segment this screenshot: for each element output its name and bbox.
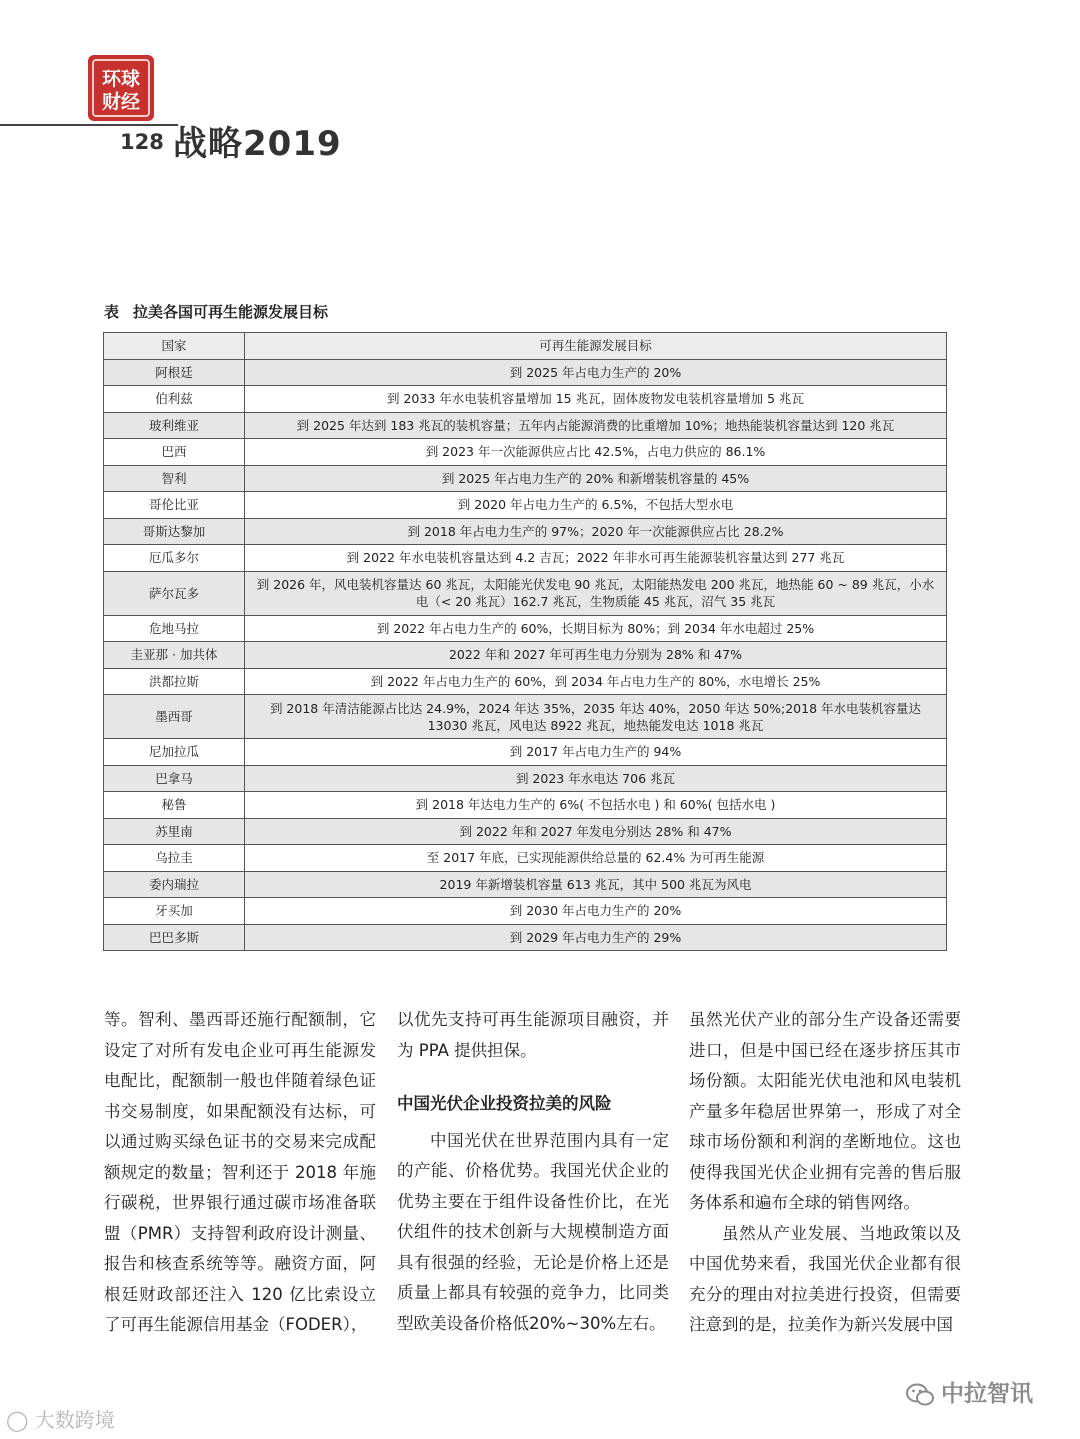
svg-text:环球: 环球 bbox=[101, 68, 141, 90]
country-cell: 圭亚那 · 加共体 bbox=[104, 642, 245, 669]
country-cell: 尼加拉瓜 bbox=[104, 739, 245, 766]
country-cell: 伯利兹 bbox=[104, 386, 245, 413]
page-number: 128 bbox=[120, 130, 164, 154]
table-row bbox=[104, 668, 947, 695]
table-row bbox=[104, 412, 947, 439]
country-cell: 苏里南 bbox=[104, 818, 245, 845]
table-row bbox=[104, 845, 947, 872]
target-cell: 到 2020 年占电力生产的 6.5%，不包括大型水电 bbox=[245, 492, 947, 519]
watermark-left bbox=[6, 1404, 115, 1433]
table-caption-title: 拉美各国可再生能源发展目标 bbox=[133, 303, 329, 321]
country-cell: 委内瑞拉 bbox=[104, 871, 245, 898]
table-caption-label: 表 bbox=[104, 303, 120, 321]
country-cell: 洪都拉斯 bbox=[104, 668, 245, 695]
watermark-left-text: 大数跨境 bbox=[34, 1408, 115, 1432]
paragraph: 中国光伏在世界范围内具有一定的产能、价格优势。我国光伏企业的优势主要在于组件设备性价比，在光伏组件的技术创新与大规模制造方面具有很强的经验，无论是价格上还是质量上都具有较强的竞争力，比同类型欧美设备价格低20%~30%左右。 bbox=[397, 1130, 669, 1333]
target-cell: 到 2029 年占电力生产的 29% bbox=[245, 924, 947, 951]
target-cell: 到 2030 年占电力生产的 20% bbox=[245, 898, 947, 925]
target-cell: 到 2022 年和 2027 年发电分别达 28% 和 47% bbox=[245, 818, 947, 845]
country-cell: 危地马拉 bbox=[104, 615, 245, 642]
target-cell: 到 2022 年占电力生产的 60%，到 2034 年占电力生产的 80%，水电增长 25% bbox=[245, 668, 947, 695]
renewable-targets-table bbox=[103, 332, 947, 951]
watermark-right-text: 中拉智讯 bbox=[941, 1381, 1033, 1407]
country-cell: 玻利维亚 bbox=[104, 412, 245, 439]
country-cell: 哥斯达黎加 bbox=[104, 518, 245, 545]
target-cell: 到 2018 年清洁能源占比达 24.9%，2024 年达 35%，2035 年达 40%，2050 年达 50%;2018 年水电装机容量达 13030 兆瓦，风电达 8922 兆瓦，地热能发电达 1018 兆瓦 bbox=[245, 695, 947, 739]
table-header-row bbox=[104, 333, 947, 360]
target-cell: 到 2023 年一次能源供应占比 42.5%，占电力供应的 86.1% bbox=[245, 439, 947, 466]
table-row bbox=[104, 792, 947, 819]
target-cell: 至 2017 年底，已实现能源供给总量的 62.4% 为可再生能源 bbox=[245, 845, 947, 872]
country-cell: 萨尔瓦多 bbox=[104, 571, 245, 615]
body-column-2 bbox=[397, 1005, 669, 1339]
target-cell: 到 2018 年占电力生产的 97%；2020 年一次能源供应占比 28.2% bbox=[245, 518, 947, 545]
table-row bbox=[104, 739, 947, 766]
country-cell: 阿根廷 bbox=[104, 359, 245, 386]
table-row bbox=[104, 359, 947, 386]
table-row bbox=[104, 818, 947, 845]
country-cell: 乌拉圭 bbox=[104, 845, 245, 872]
target-cell: 到 2018 年达电力生产的 6%( 不包括水电 ) 和 60%( 包括水电 ) bbox=[245, 792, 947, 819]
table-row bbox=[104, 765, 947, 792]
country-cell: 哥伦比亚 bbox=[104, 492, 245, 519]
table-row bbox=[104, 642, 947, 669]
paragraph: 虽然光伏产业的部分生产设备还需要进口，但是中国已经在逐步挤压其市场份额。太阳能光伏电池和风电装机产量多年稳居世界第一，形成了对全球市场份额和利润的垄断地位。这也使得我国光伏企业拥有完善的售后服务体系和遍布全球的销售网络。 bbox=[689, 1010, 961, 1212]
target-cell: 2022 年和 2027 年可再生电力分别为 28% 和 47% bbox=[245, 642, 947, 669]
country-cell: 巴拿马 bbox=[104, 765, 245, 792]
header-target: 可再生能源发展目标 bbox=[245, 333, 947, 360]
watermark-right bbox=[905, 1375, 1033, 1408]
section-heading: 中国光伏企业投资拉美的风险 bbox=[397, 1094, 612, 1113]
svg-text:财经: 财经 bbox=[101, 91, 141, 113]
body-column-3 bbox=[689, 1005, 961, 1341]
body-column-1 bbox=[104, 1005, 376, 1341]
country-cell: 巴巴多斯 bbox=[104, 924, 245, 951]
table-row bbox=[104, 492, 947, 519]
target-cell: 到 2026 年，风电装机容量达 60 兆瓦，太阳能光伏发电 90 兆瓦，太阳能热发电 200 兆瓦，地热能 60 ~ 89 兆瓦，小水电（< 20 兆瓦）162.7 兆瓦，生物质能 45 兆瓦，沼气 35 兆瓦 bbox=[245, 571, 947, 615]
header-rule bbox=[0, 124, 178, 126]
header-country: 国家 bbox=[104, 333, 245, 360]
table-row bbox=[104, 545, 947, 572]
target-cell: 到 2022 年占电力生产的 60%，长期目标为 80%；到 2034 年水电超过 25% bbox=[245, 615, 947, 642]
watermark-logo-icon: ◯ bbox=[6, 1408, 29, 1432]
target-cell: 到 2017 年占电力生产的 94% bbox=[245, 739, 947, 766]
table-row bbox=[104, 386, 947, 413]
target-cell: 到 2025 年占电力生产的 20% 和新增装机容量的 45% bbox=[245, 465, 947, 492]
target-cell: 2019 年新增装机容量 613 兆瓦，其中 500 兆瓦为风电 bbox=[245, 871, 947, 898]
table-row bbox=[104, 571, 947, 615]
paragraph: 以优先支持可再生能源项目融资，并为 PPA 提供担保。 bbox=[397, 1010, 669, 1060]
target-cell: 到 2025 年达到 183 兆瓦的装机容量；五年内占能源消费的比重增加 10%；地热能装机容量达到 120 兆瓦 bbox=[245, 412, 947, 439]
table-row bbox=[104, 871, 947, 898]
target-cell: 到 2023 年水电达 706 兆瓦 bbox=[245, 765, 947, 792]
table-caption bbox=[104, 301, 342, 322]
paragraph: 虽然从产业发展、当地政策以及中国优势来看，我国光伏企业都有很充分的理由对拉美进行投资，但需要注意到的是，拉美作为新兴发展中国 bbox=[689, 1223, 961, 1334]
table-row bbox=[104, 518, 947, 545]
country-cell: 秘鲁 bbox=[104, 792, 245, 819]
country-cell: 巴西 bbox=[104, 439, 245, 466]
target-cell: 到 2022 年水电装机容量达到 4.2 吉瓦；2022 年非水可再生能源装机容量达到 277 兆瓦 bbox=[245, 545, 947, 572]
country-cell: 墨西哥 bbox=[104, 695, 245, 739]
table-row bbox=[104, 898, 947, 925]
table-row bbox=[104, 439, 947, 466]
country-cell: 智利 bbox=[104, 465, 245, 492]
table-row bbox=[104, 924, 947, 951]
target-cell: 到 2033 年水电装机容量增加 15 兆瓦，固体废物发电装机容量增加 5 兆瓦 bbox=[245, 386, 947, 413]
target-cell: 到 2025 年占电力生产的 20% bbox=[245, 359, 947, 386]
country-cell: 厄瓜多尔 bbox=[104, 545, 245, 572]
paragraph: 等。智利、墨西哥还施行配额制，它设定了对所有发电企业可再生能源发电配比，配额制一般也伴随着绿色证书交易制度，如果配额没有达标，可以通过购买绿色证书的交易来完成配额规定的数量；智利还于 2018 年施行碳税，世界银行通过碳市场准备联盟（PMR）支持智利政府设计测量、报告和核查系统等等。融资方面，阿根廷财政部还注入 120 亿比索设立了可再生能源信用基金（FODER）， bbox=[104, 1010, 376, 1334]
wechat-icon bbox=[905, 1382, 935, 1408]
table-row bbox=[104, 465, 947, 492]
country-cell: 牙买加 bbox=[104, 898, 245, 925]
table-row bbox=[104, 695, 947, 739]
table-row bbox=[104, 615, 947, 642]
section-title: 战略2019 bbox=[173, 124, 342, 164]
magazine-logo-seal bbox=[85, 52, 157, 124]
